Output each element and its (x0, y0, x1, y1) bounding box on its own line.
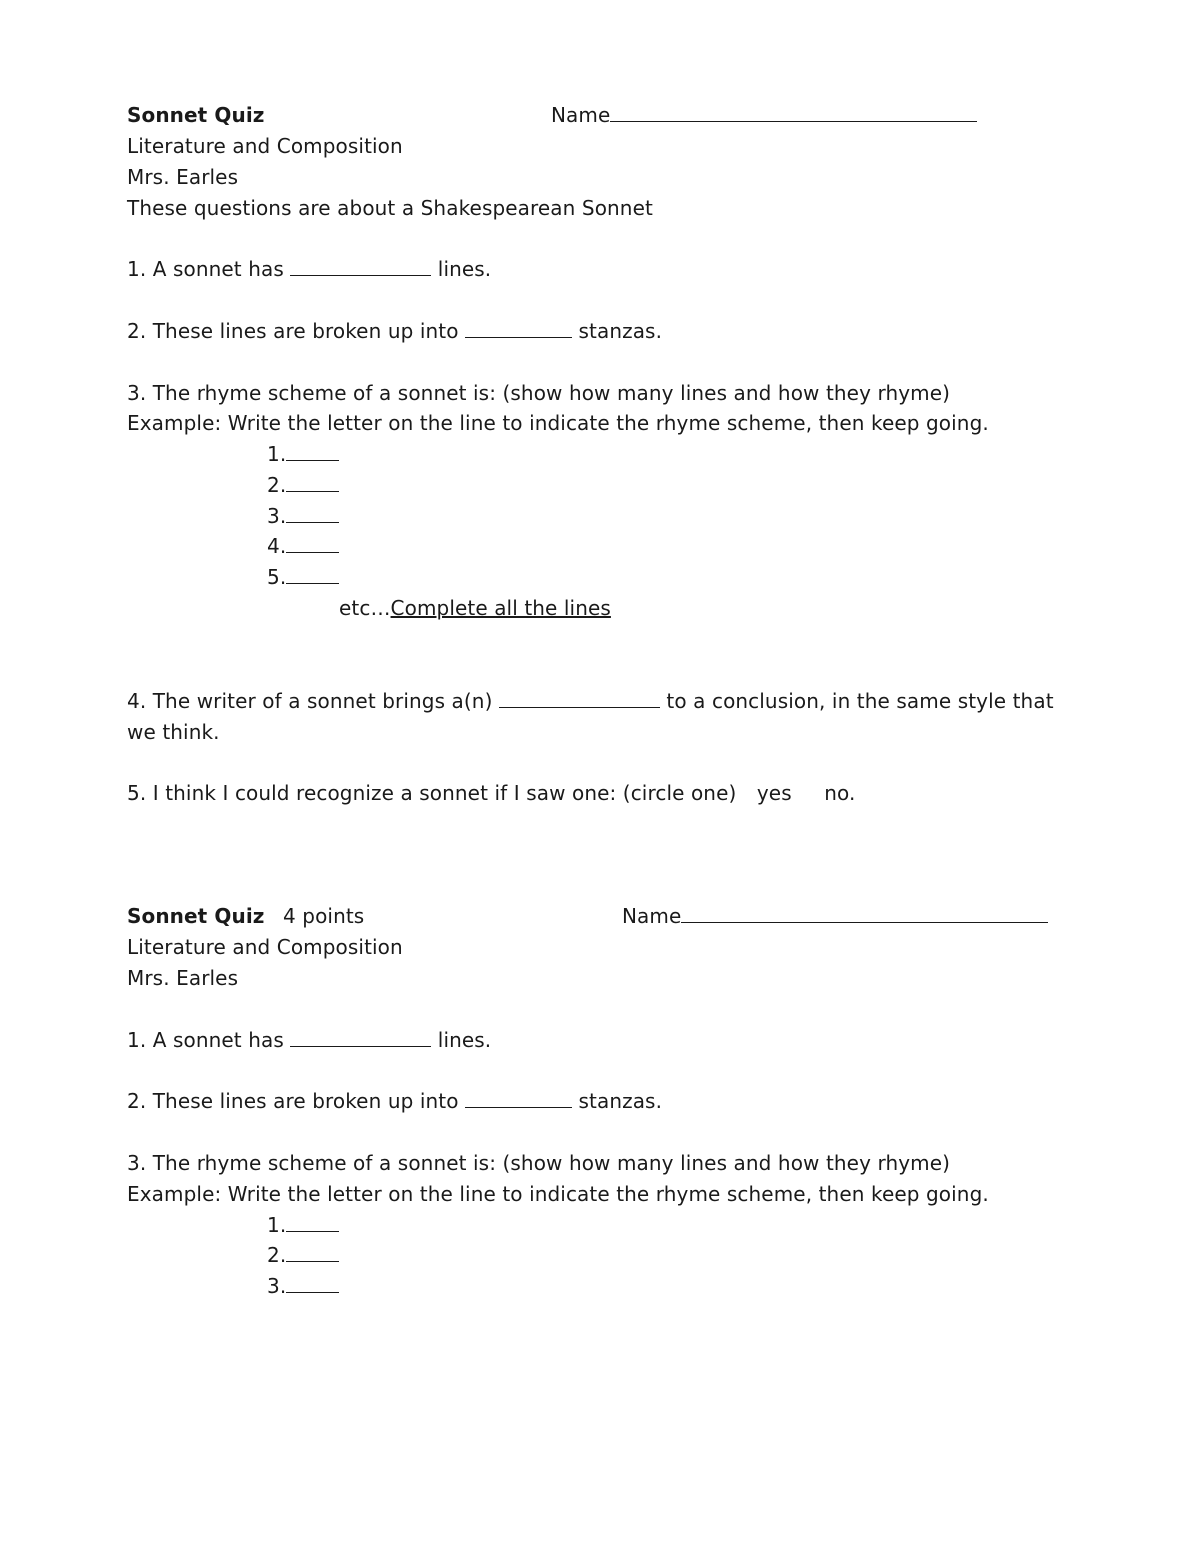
quiz1-q5-no-option[interactable]: no. (824, 781, 856, 805)
quiz1-teacher: Mrs. Earles (127, 165, 239, 189)
quiz2-q1-text: 1. A sonnet has (127, 1028, 284, 1052)
quiz2-rhyme-line[interactable]: 1. (267, 1213, 339, 1237)
quiz2-q2-text: 2. These lines are broken up into (127, 1089, 459, 1113)
quiz1-intro: These questions are about a Shakespearean Sonnet (127, 196, 653, 220)
quiz2-rhyme-line[interactable]: 2. (267, 1243, 339, 1267)
quiz1-q1-text: 1. A sonnet has (127, 257, 284, 281)
quiz2-q2-blank[interactable] (465, 1089, 572, 1108)
quiz2-rhyme-line[interactable]: 3. (267, 1274, 339, 1298)
quiz1-question-4 (127, 689, 1054, 713)
quiz2-question-1 (127, 1028, 491, 1052)
quiz1-q4-blank[interactable] (499, 689, 660, 708)
quiz1-question-5 (127, 781, 855, 805)
quiz2-name-field[interactable] (622, 904, 1048, 928)
quiz1-q2-suffix: stanzas. (578, 319, 663, 343)
quiz2-q3-example: Example: Write the letter on the line to indicate the rhyme scheme, then keep going. (127, 1182, 989, 1206)
quiz2-header (127, 904, 364, 928)
quiz2-points: 4 points (283, 904, 365, 928)
quiz1-name-label: Name (551, 103, 611, 127)
quiz1-rhyme-line[interactable]: 4. (267, 534, 339, 558)
quiz1-title: Sonnet Quiz (127, 103, 265, 127)
quiz1-complete-instruction: Complete all the lines (390, 596, 611, 620)
quiz1-question-1 (127, 257, 491, 281)
quiz1-rhyme-line[interactable]: 2. (267, 473, 339, 497)
quiz2-q2-suffix: stanzas. (578, 1089, 663, 1113)
quiz1-q1-blank[interactable] (290, 257, 431, 276)
quiz2-q1-suffix: lines. (437, 1028, 492, 1052)
quiz1-q2-text: 2. These lines are broken up into (127, 319, 459, 343)
quiz1-q2-blank[interactable] (465, 319, 572, 338)
quiz1-q4-text: 4. The writer of a sonnet brings a(n) (127, 689, 493, 713)
quiz1-q3-example: Example: Write the letter on the line to indicate the rhyme scheme, then keep going. (127, 411, 989, 435)
quiz2-question-3: 3. The rhyme scheme of a sonnet is: (show how many lines and how they rhyme) (127, 1151, 951, 1175)
quiz1-rhyme-line[interactable]: 5. (267, 565, 339, 589)
quiz1-etc-note (339, 596, 611, 620)
quiz1-rhyme-line[interactable]: 3. (267, 504, 339, 528)
quiz2-name-label: Name (622, 904, 682, 928)
quiz1-q4-continued: we think. (127, 720, 220, 744)
quiz1-question-3: 3. The rhyme scheme of a sonnet is: (show how many lines and how they rhyme) (127, 381, 951, 405)
quiz1-rhyme-line[interactable]: 1. (267, 442, 339, 466)
quiz2-question-2 (127, 1089, 662, 1113)
quiz1-question-2 (127, 319, 662, 343)
quiz1-course: Literature and Composition (127, 134, 403, 158)
quiz2-name-blank[interactable] (681, 904, 1048, 923)
quiz1-name-blank[interactable] (610, 103, 977, 122)
quiz2-q1-blank[interactable] (290, 1028, 431, 1047)
quiz2-title: Sonnet Quiz (127, 904, 265, 928)
quiz1-q4-suffix: to a conclusion, in the same style that (666, 689, 1054, 713)
quiz1-q5-yes-option[interactable]: yes (756, 781, 792, 805)
quiz2-course: Literature and Composition (127, 935, 403, 959)
quiz1-name-field[interactable] (551, 103, 977, 127)
quiz1-q5-text: 5. I think I could recognize a sonnet if I saw one: (circle one) (127, 781, 737, 805)
quiz1-etc-text: etc… (339, 596, 391, 620)
quiz2-teacher: Mrs. Earles (127, 966, 239, 990)
quiz1-q1-suffix: lines. (437, 257, 492, 281)
